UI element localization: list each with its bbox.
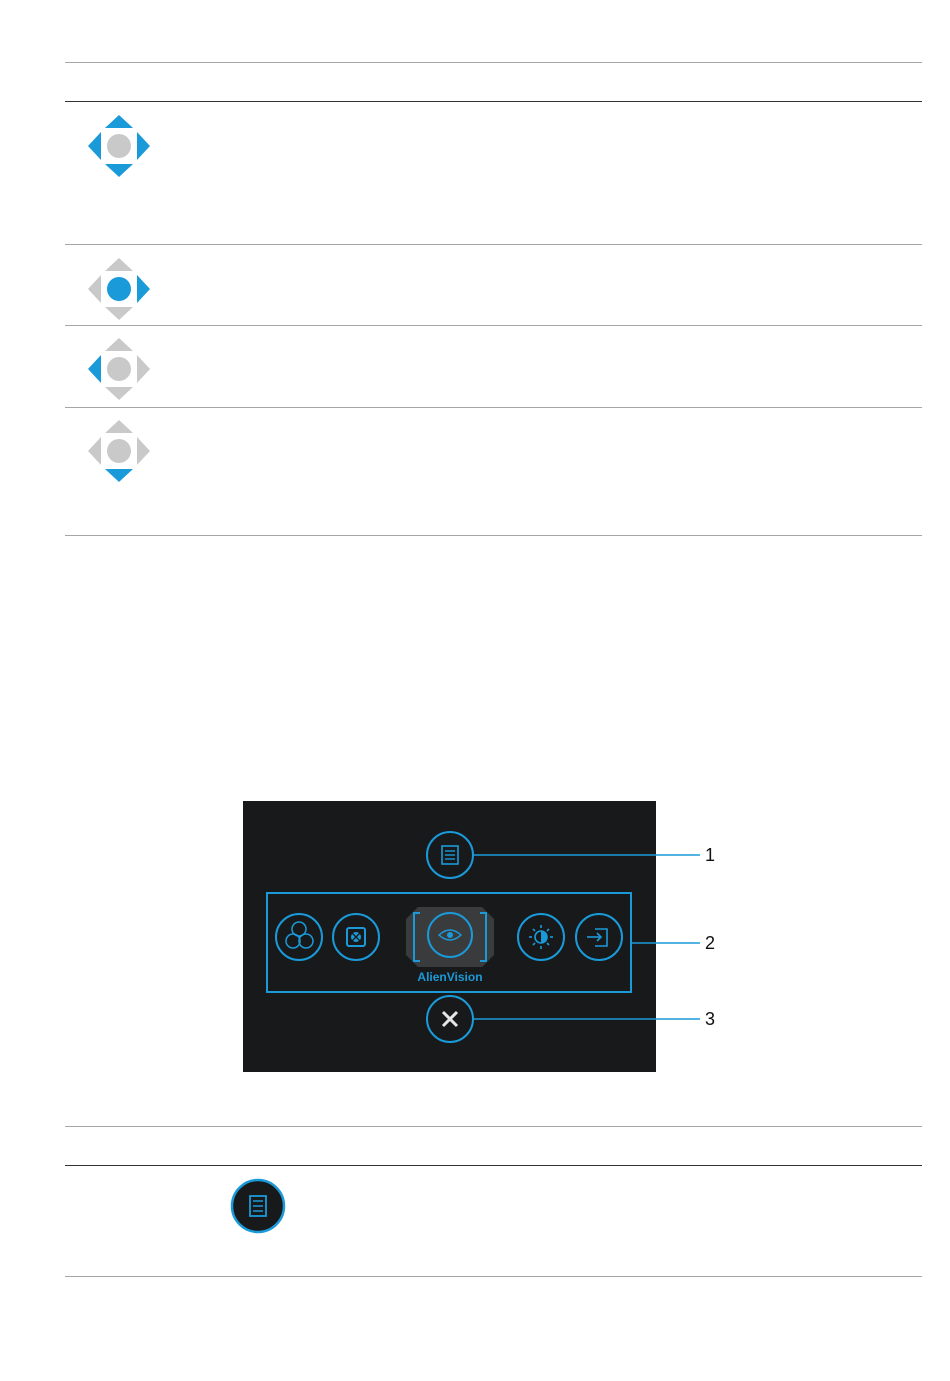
table-bottom-rule [65,1276,922,1277]
menu-icon [230,1178,286,1234]
callout-3: 3 [705,1009,716,1029]
callout-1: 1 [705,845,716,865]
table-header-rule [65,1165,922,1166]
table-top-rule [65,1126,922,1127]
callout-2: 2 [705,933,716,953]
alienvision-label: AlienVision [417,970,483,984]
